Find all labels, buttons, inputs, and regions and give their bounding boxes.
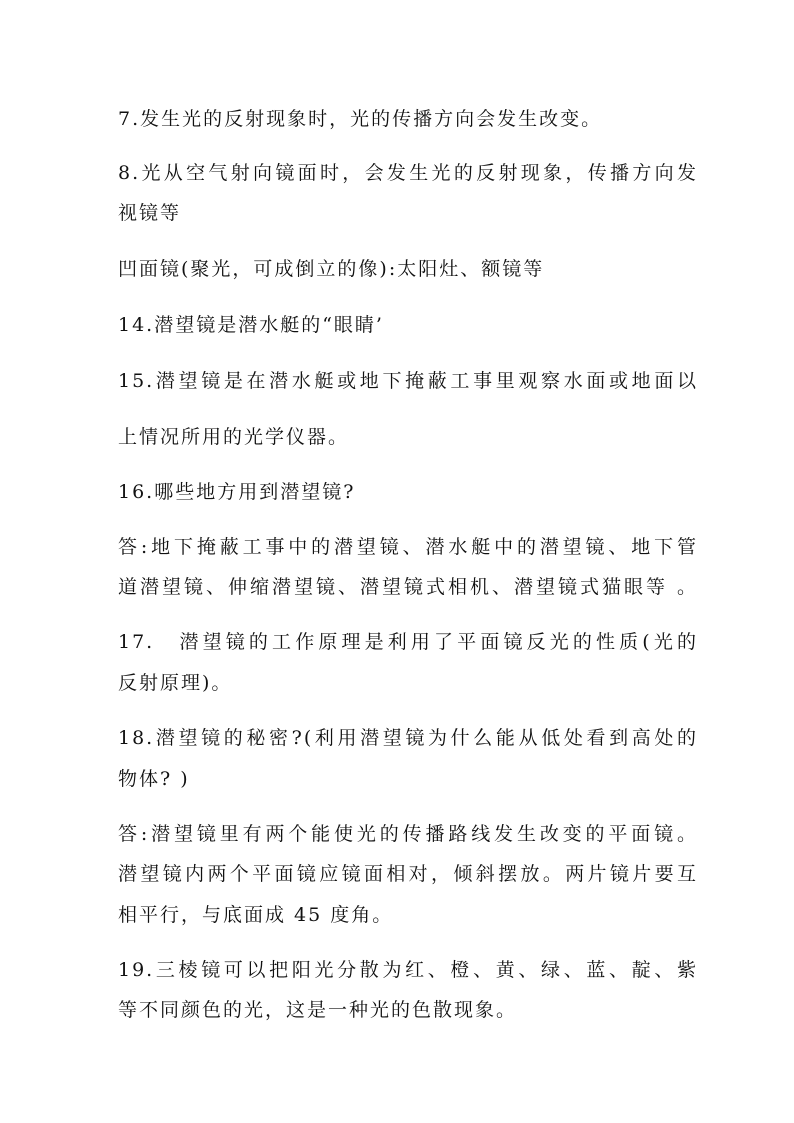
text-line-item-14: 14.潜望镜是潜水艇的“眼睛’ bbox=[118, 314, 384, 336]
text-line-answer-16-cont: 道潜望镜、伸缩潜望镜、潜望镜式相机、潜望镜式猫眼等 。 bbox=[118, 576, 698, 598]
text-line-item-18-cont: 物体? ) bbox=[118, 768, 190, 790]
text-line-item-16: 16.哪些地方用到潜望镜? bbox=[118, 481, 356, 503]
text-line-answer-18: 答:潜望镜里有两个能使光的传播路线发生改变的平面镜。 bbox=[118, 823, 698, 845]
text-line-item-19-cont: 等不同颜色的光，这是一种光的色散现象。 bbox=[118, 999, 518, 1021]
text-line-answer-18-cont-1: 潜望镜内两个平面镜应镜面相对，倾斜摆放。两片镜片要互 bbox=[118, 863, 698, 885]
text-line-answer-16: 答:地下掩蔽工事中的潜望镜、潜水艇中的潜望镜、地下管 bbox=[118, 536, 698, 558]
text-line-item-19: 19.三棱镜可以把阳光分散为红、橙、黄、绿、蓝、靛、紫 bbox=[118, 959, 698, 981]
text-line-item-17-cont: 反射原理)。 bbox=[118, 672, 233, 694]
text-line-item-15-cont: 上情况所用的光学仪器。 bbox=[118, 426, 350, 448]
text-line-item-18: 18.潜望镜的秘密?(利用潜望镜为什么能从低处看到高处的 bbox=[118, 727, 698, 749]
text-line-continuation: 视镜等 bbox=[118, 202, 182, 224]
text-line-item-8: 8.光从空气射向镜面时，会发生光的反射现象，传播方向发 bbox=[118, 162, 698, 184]
text-line-item-15: 15.潜望镜是在潜水艇或地下掩蔽工事里观察水面或地面以 bbox=[118, 370, 698, 392]
text-line-concave-mirror: 凹面镜(聚光，可成倒立的像):太阳灶、额镜等 bbox=[118, 258, 545, 280]
text-line-item-17: 17. 潜望镜的工作原理是利用了平面镜反光的性质(光的 bbox=[118, 631, 698, 653]
text-line-item-7: 7.发生光的反射现象时，光的传播方向会发生改变。 bbox=[118, 108, 603, 130]
text-line-answer-18-cont-2: 相平行，与底面成 45 度角。 bbox=[118, 904, 394, 926]
